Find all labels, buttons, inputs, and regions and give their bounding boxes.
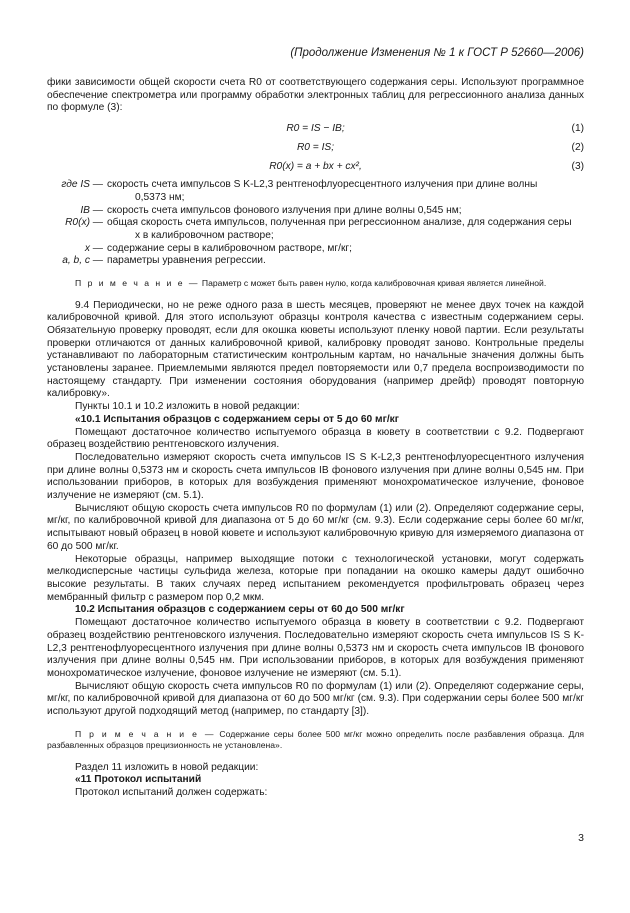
formula-number: (1) (571, 123, 584, 135)
legend-symbol: где IS — (61, 179, 103, 191)
formula-number: (3) (571, 161, 584, 173)
legend-symbol: a, b, c — (62, 255, 103, 267)
legend-item (47, 217, 584, 242)
formula-number: (2) (571, 142, 584, 154)
paragraph-11: Протокол испытаний должен содержать: (75, 787, 268, 799)
note-label: П р и м е ч а н и е — (75, 278, 200, 289)
legend-item (47, 179, 584, 204)
legend-symbol: x — (84, 242, 103, 254)
legend-item (47, 255, 584, 268)
page-number: 3 (578, 832, 584, 844)
heading-11: «11 Протокол испытаний (75, 774, 202, 786)
paragraph-10-1-c: Вычисляют общую скорость счета импульсов R0 по формулам (1) или (2). Определяют содержание серы, мг/кг, по калибровочной кривой для диапазона от 5 до 60 мг/кг (см. 9.3). Если содержание серы более 60 мг/кг, испытывают новый образец в новой кювете и используют калибровочную кривую для измеряемого диапазона от 60 до 500 мг/кг. (47, 502, 584, 552)
note-text: Содержание серы более 500 мг/кг можно определить после разбавления образца. Для разбавленных образцов прецизионность не установлена». (47, 728, 584, 751)
note-text: Параметр c может быть равен нулю, когда калибровочная кривая является линейной. (201, 278, 547, 289)
instruction-10: Пункты 10.1 и 10.2 изложить в новой редакции: (75, 401, 300, 413)
paragraph-10-2-a: Помещают достаточное количество испытуемого образца в кювету в соответствии с 9.2. Подвергают образец воздействию рентгеновского излучения. Последовательно измеряют скорость счета импульсов IS S K-L2,3 рентгенофлуоресцентного излучения при длине волны 0,5373 нм и скорость счета импульсов IB фонового излучения при длине волны 0,545 нм. При использовании приборов, в которых для возбуждения применяют монохроматическое излучение, фоновое излучение не измеряют (см. 5.1). (47, 617, 584, 679)
legend-continuation: 0,5373 нм; (135, 191, 185, 203)
legend-text: общая скорость счета импульсов, полученная при регрессионном анализе, для содержания серы (107, 217, 572, 229)
heading-10-2: 10.2 Испытания образцов с содержанием серы от 60 до 500 мг/кг (75, 604, 405, 616)
formula-2 (47, 139, 584, 158)
legend-text: скорость счета импульсов фонового излучения при длине волны 0,545 нм; (107, 204, 462, 216)
legend-symbol: R0(x) — (65, 217, 103, 229)
note-1 (47, 278, 584, 290)
legend-item (47, 243, 584, 256)
legend-symbol: IB — (80, 204, 103, 216)
formula-text: R0 = IS; (296, 142, 335, 154)
legend-text: содержание серы в калибровочном растворе, мг/кг; (107, 242, 352, 254)
instruction-11: Раздел 11 изложить в новой редакции: (75, 761, 259, 773)
paragraph-10-1-a: Помещают достаточное количество испытуемого образца в кювету в соответствии с 9.2. Подвергают образец воздействию рентгеновского излучения. (47, 426, 584, 451)
note-label: П р и м е ч а н и е — (75, 728, 216, 739)
running-header: (Продолжение Изменения № 1 к ГОСТ Р 52660—2006) (290, 47, 584, 59)
formula-3 (47, 158, 584, 177)
clause-9-4: 9.4 Периодически, но не реже одного раза в шесть месяцев, проверяют не менее двух точек на каждой калибровочной кривой. Для этого используют образцы контроля качества с известным содержанием серы. Обязательную проверку проводят, если для окошка кюветы используют пленку новой партии. Если результаты проверки отличаются от данных калибровочной кривой, калибровку проводят заново. Контрольные пределы устанавливают по лабораторным статистическим контрольным картам, но начальные значения должны быть установлены заранее. Приемлемыми являются предел повторяемости или 0,7 предела воспроизводимости по настоящему стандарту. При изменении состояния оборудования (например дрейф) проводят повторную калибровку». (47, 299, 584, 400)
note-2 (47, 729, 584, 752)
formula-legend (47, 179, 584, 268)
paragraph-10-2-b: Вычисляют общую скорость счета импульсов R0 по формулам (1) или (2). Определяют содержание серы, мг/кг, по калибровочной кривой для диапазона от 60 до 500 мг/кг (см. 9.3). При содержании серы более 500 мг/кг используют другой подходящий метод (например, по стандарту [3]). (47, 680, 584, 718)
legend-text: скорость счета импульсов S K-L2,3 рентгенофлуоресцентного излучения при длине волны (107, 179, 538, 191)
intro-paragraph: фики зависимости общей скорости счета R0 от соответствующего содержания серы. Используют программное обеспечение спектрометра или программу обработки электронных таблиц для регрессионного анализа данных по формуле (3): (47, 77, 584, 114)
legend-text: параметры уравнения регрессии. (107, 255, 266, 267)
heading-10-1: «10.1 Испытания образцов с содержанием серы от 5 до 60 мг/кг (75, 413, 399, 425)
legend-continuation: x в калибровочном растворе; (135, 229, 274, 241)
formula-1 (47, 120, 584, 139)
formula-text: R0 = IS − IB; (286, 123, 345, 135)
document-body (47, 77, 584, 800)
legend-item (47, 205, 584, 218)
paragraph-10-1-d: Некоторые образцы, например выходящие потоки с технологической установки, могут содержать мелкодисперсные частицы сульфида железа, которые при попадании на окошко камеры дадут ошибочно высокие результаты. В таких случаях перед испытанием рекомендуется профильтровать образец через мембранный фильтр с размером пор 0,2 мкм. (47, 553, 584, 603)
formula-text: R0(x) = a + bx + cx², (269, 161, 362, 173)
paragraph-10-1-b: Последовательно измеряют скорость счета импульсов IS S K-L2,3 рентгенофлуоресцентного излучения при длине волны 0,5373 нм и скорость счета импульсов IB фонового излучения при длине волны 0,545 нм. При использовании приборов, в которых для возбуждения применяют монохроматическое излучение, фоновое излучение не измеряют (см. 5.1). (47, 451, 584, 502)
